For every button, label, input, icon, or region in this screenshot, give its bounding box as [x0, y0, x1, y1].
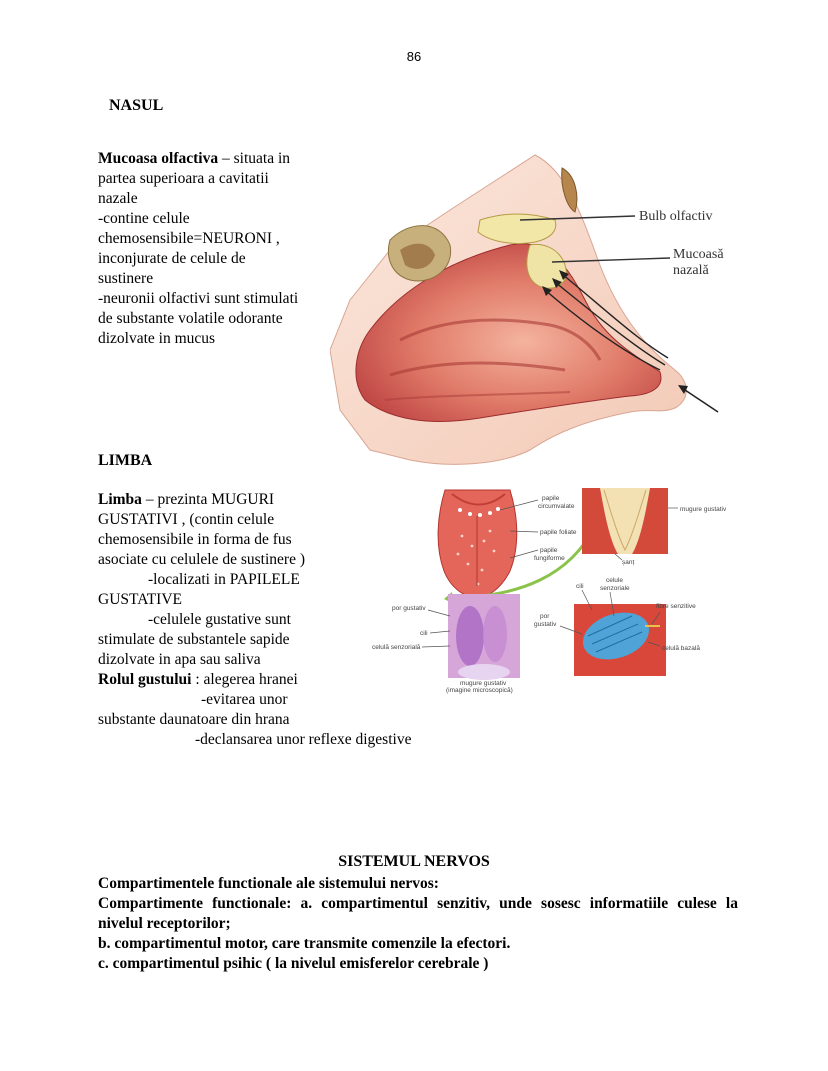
- nasul-heading: NASUL: [109, 97, 164, 114]
- sistemul-line-1: Compartimente functionale: a. compartimentul senzitiv, unde sosesc informatiile culese la: [98, 895, 738, 912]
- label-sant: șanț: [622, 559, 635, 566]
- limba-line-6: -celulele gustative sunt: [148, 611, 291, 628]
- label-por: por: [540, 613, 550, 620]
- nasul-line-4: chemosensibile=NEURONI ,: [98, 230, 280, 247]
- label-celula-senzoriala: celulă senzorială: [372, 644, 421, 651]
- nasul-line-8: de substante volatile odorante: [98, 310, 283, 327]
- nasul-line-7: -neuronii olfactivi sunt stimulati: [98, 290, 299, 307]
- rol-line-3: -declansarea unor reflexe digestive: [195, 731, 412, 748]
- limba-line-0-text: – prezinta MUGURI: [141, 491, 275, 508]
- rol-line-0-text: : alegerea hranei: [191, 671, 298, 688]
- label-papile-foliate: papile foliate: [540, 529, 577, 536]
- label-senzoriale: senzoriale: [600, 585, 630, 592]
- rol-term: Rolul gustului: [98, 671, 192, 688]
- limba-line-2: chemosensibile in forma de fus: [98, 531, 292, 548]
- nasul-line-3: -contine celule: [98, 210, 190, 227]
- label-cili: cili: [420, 630, 428, 637]
- label-fibre-senzitive: fibre senzitive: [656, 603, 696, 610]
- sistemul-line-4: c. compartimentul psihic ( la nivelul emisferelor cerebrale ): [98, 955, 489, 972]
- nasul-line-2: nazale: [98, 190, 138, 207]
- label-bulb-olfactiv: Bulb olfactiv: [639, 209, 713, 224]
- label-mugure-micro: mugure gustativ: [460, 680, 507, 687]
- limba-line-4: -localizati in PAPILELE: [148, 571, 300, 588]
- sistemul-line-3: b. compartimentul motor, care transmite comenzile la efectori.: [98, 935, 511, 952]
- nasul-line-0: [98, 149, 348, 169]
- nasul-line-6: sustinere: [98, 270, 154, 287]
- nose-anatomy-figure: [330, 150, 740, 470]
- limba-heading: LIMBA: [98, 452, 153, 469]
- rol-line-2: substante daunatoare din hrana: [98, 711, 290, 728]
- sistemul-title: SISTEMUL NERVOS: [338, 853, 490, 870]
- nasul-line-9: dizolvate in mucus: [98, 330, 216, 347]
- label-cili-2: cili: [576, 583, 584, 590]
- limba-line-5: GUSTATIVE: [98, 591, 183, 608]
- label-nazala: nazală: [673, 263, 709, 278]
- label-papile-fungiforme: papile: [540, 547, 558, 554]
- sistemul-line-2: nivelul receptorilor;: [98, 915, 231, 932]
- sistemul-text: [98, 874, 738, 974]
- limba-line-7: stimulate de substantele sapide: [98, 631, 290, 648]
- label-celule: celule: [606, 577, 623, 584]
- limba-line-8: dizolvate in apa sau saliva: [98, 651, 261, 668]
- label-imagine-microscopica: (imagine microscopică): [446, 687, 513, 694]
- label-por-gustativ: por gustativ: [392, 605, 426, 612]
- label-papile-circumvalate: papile: [542, 495, 560, 502]
- limba-term: Limba: [98, 491, 142, 508]
- label-circumvalate: circumvalate: [538, 503, 575, 510]
- nasul-text: [98, 149, 348, 349]
- limba-line-3: asociate cu celulele de sustinere ): [98, 551, 305, 568]
- nasul-line-1: partea superioara a cavitatii: [98, 170, 269, 187]
- nasul-line-0-text: – situata in: [218, 150, 291, 167]
- label-mugure-gustativ: mugure gustativ: [680, 506, 727, 513]
- limba-line-1: GUSTATIVI , (contin celule: [98, 511, 275, 528]
- label-fungiforme: fungiforme: [534, 555, 565, 562]
- label-celula-bazala: celulă bazală: [662, 645, 700, 652]
- label-mucoasa: Mucoasă: [673, 247, 724, 262]
- rol-line-1: -evitarea unor: [201, 691, 288, 708]
- page-number: 86: [406, 49, 422, 64]
- label-gustativ: gustativ: [534, 621, 557, 628]
- sistemul-line-0: Compartimentele functionale ale sistemului nervos:: [98, 875, 439, 892]
- nasul-term: Mucoasa olfactiva: [98, 150, 219, 167]
- tongue-anatomy-figure: [360, 486, 740, 696]
- nasul-line-5: inconjurate de celule de: [98, 250, 246, 267]
